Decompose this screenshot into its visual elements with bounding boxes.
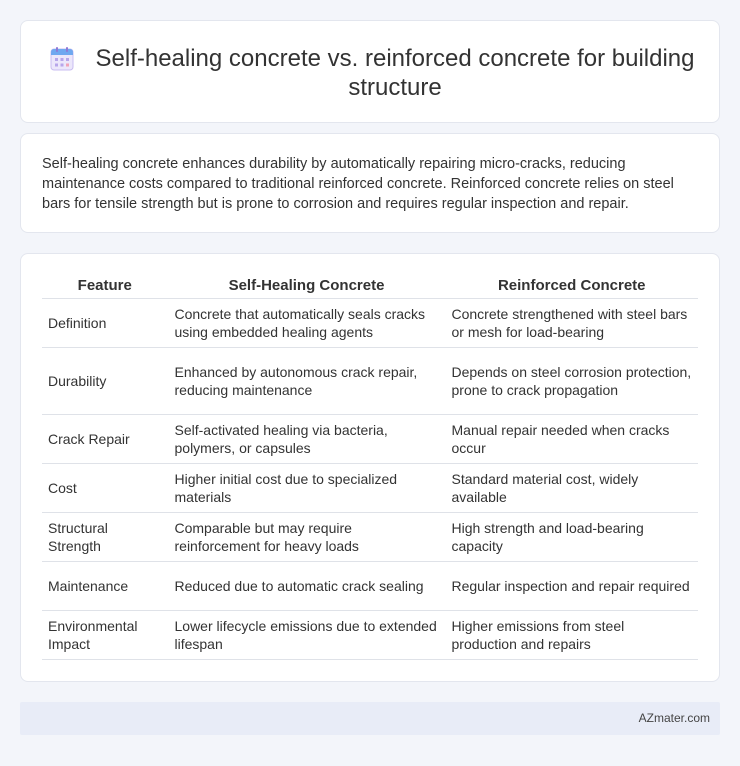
feature-cell: Maintenance [42, 561, 168, 610]
table-row [42, 463, 698, 512]
intro-card [20, 133, 720, 233]
calendar-icon [48, 45, 76, 73]
self-healing-cell: Lower lifecycle emissions due to extended lifespan [168, 610, 445, 659]
feature-cell: Crack Repair [42, 414, 168, 463]
reinforced-cell: Concrete strengthened with steel bars or mesh for load-bearing [445, 298, 698, 347]
table-header-row [42, 276, 698, 298]
feature-cell: Durability [42, 347, 168, 414]
table-row [42, 414, 698, 463]
reinforced-cell: Regular inspection and repair required [445, 561, 698, 610]
table-row [42, 610, 698, 659]
comparison-table-card [20, 253, 720, 682]
feature-cell: Structural Strength [42, 512, 168, 561]
comparison-table [42, 276, 698, 660]
reinforced-cell: Standard material cost, widely available [445, 463, 698, 512]
self-healing-cell: Concrete that automatically seals cracks using embedded healing agents [168, 298, 445, 347]
table-row [42, 347, 698, 414]
reinforced-cell: High strength and load-bearing capacity [445, 512, 698, 561]
table-row [42, 512, 698, 561]
feature-cell: Environmental Impact [42, 610, 168, 659]
self-healing-cell: Higher initial cost due to specialized materials [168, 463, 445, 512]
column-header-feature: Feature [42, 276, 168, 298]
self-healing-cell: Self-activated healing via bacteria, polymers, or capsules [168, 414, 445, 463]
feature-cell: Cost [42, 463, 168, 512]
reinforced-cell: Manual repair needed when cracks occur [445, 414, 698, 463]
footer-bar [20, 702, 720, 735]
footer-brand-link[interactable]: AZmater.com [638, 711, 710, 725]
feature-cell: Definition [42, 298, 168, 347]
title-card [20, 20, 720, 123]
self-healing-cell: Comparable but may require reinforcement for heavy loads [168, 512, 445, 561]
self-healing-cell: Reduced due to automatic crack sealing [168, 561, 445, 610]
intro-paragraph: Self-healing concrete enhances durability by automatically repairing micro-cracks, reducing maintenance costs compared to traditional reinforced concrete. Reinforced concrete relies on steel bars for tensile strength but is prone to corrosion and requires regular inspection and repair. [42, 156, 674, 212]
table-row [42, 561, 698, 610]
column-header-self-healing: Self-Healing Concrete [168, 276, 445, 298]
page-title: Self-healing concrete vs. reinforced concrete for building structure [95, 45, 695, 101]
column-header-reinforced: Reinforced Concrete [445, 276, 698, 298]
reinforced-cell: Higher emissions from steel production and repairs [445, 610, 698, 659]
self-healing-cell: Enhanced by autonomous crack repair, reducing maintenance [168, 347, 445, 414]
table-row [42, 298, 698, 347]
reinforced-cell: Depends on steel corrosion protection, prone to crack propagation [445, 347, 698, 414]
